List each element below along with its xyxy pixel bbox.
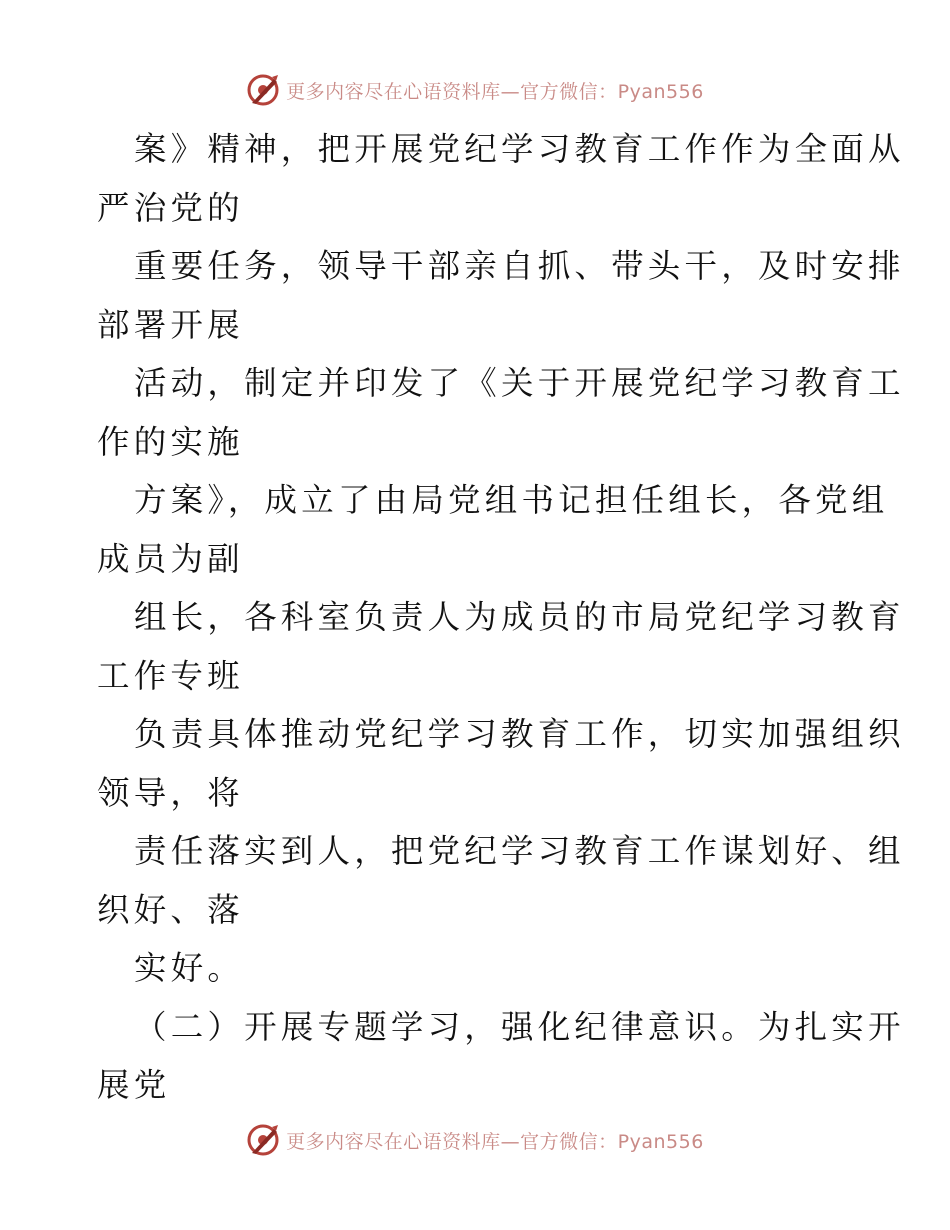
watermark-text: 更多内容尽在心语资料库—官方微信：Pyan556: [286, 80, 704, 103]
text-line: 活动，制定并印发了《关于开展党纪学习教育工: [134, 364, 905, 402]
text-line: （二）开展专题学习，强化纪律意识。为扎实开: [134, 1007, 905, 1046]
text-line: 负责具体推动党纪学习教育工作，切实加强组织: [134, 715, 905, 753]
text-line: 领导，将: [97, 773, 244, 812]
text-line: 实好。: [134, 949, 245, 987]
text-line: 严治党的: [97, 188, 244, 227]
text-line: 方案》，成立了由局党组书记担任组长，各党组: [134, 481, 889, 519]
quill-logo-icon: [246, 1123, 280, 1157]
text-line: 展党: [97, 1066, 171, 1104]
text-line: 案》精神，把开展党纪学习教育工作作为全面从: [134, 130, 905, 168]
document-body: [97, 120, 905, 1115]
text-line: 织好、落: [97, 890, 244, 929]
header-watermark: [0, 70, 950, 110]
text-line: 重要任务，领导干部亲自抓、带头干，及时安排: [134, 247, 905, 285]
text-line: 作的实施: [97, 422, 244, 461]
watermark-text: 更多内容尽在心语资料库—官方微信：Pyan556: [286, 1130, 704, 1153]
quill-logo-icon: [246, 73, 280, 107]
footer-watermark: [0, 1120, 950, 1160]
text-line: 工作专班: [97, 656, 244, 695]
text-line: 组长，各科室负责人为成员的市局党纪学习教育: [134, 598, 905, 636]
text-line: 部署开展: [97, 305, 244, 344]
text-line: 责任落实到人，把党纪学习教育工作谋划好、组: [134, 832, 905, 870]
text-line: 成员为副: [97, 539, 244, 578]
